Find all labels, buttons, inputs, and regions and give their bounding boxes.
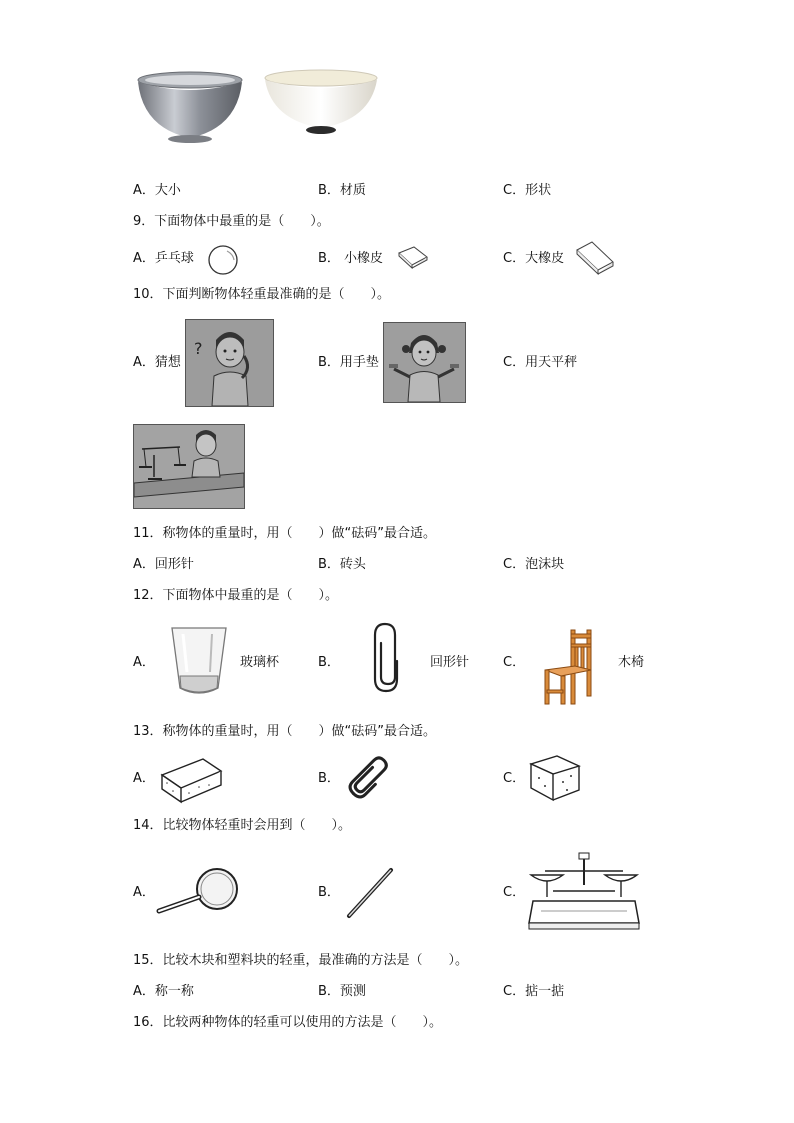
q15-option-a[interactable]: A．称一称 bbox=[133, 984, 194, 999]
foam-block-icon bbox=[527, 752, 583, 804]
paper-clip-icon bbox=[371, 621, 401, 697]
question-15-stem: 15．比较木块和塑料块的轻重，最准确的方法是（ ）。 bbox=[133, 953, 469, 968]
q8-option-b[interactable]: B．材质 bbox=[318, 183, 366, 198]
paper-clip-icon bbox=[344, 752, 394, 804]
large-eraser-icon bbox=[574, 240, 616, 276]
svg-text:?: ? bbox=[194, 339, 203, 358]
question-16-stem: 16．比较两种物体的轻重可以使用的方法是（ ）。 bbox=[133, 1015, 443, 1030]
boy-guessing-icon bbox=[185, 319, 274, 407]
q15-option-b[interactable]: B．预测 bbox=[318, 984, 366, 999]
q10-option-a[interactable]: A．猜想 bbox=[133, 355, 181, 370]
ceramic-bowl-icon bbox=[262, 68, 380, 138]
q12-option-a[interactable]: A． bbox=[133, 655, 155, 670]
q10-option-c[interactable]: C．用天平秤 bbox=[503, 355, 578, 370]
question-10-stem: 10．下面判断物体轻重最准确的是（ ）。 bbox=[133, 287, 391, 302]
balance-scale-icon bbox=[525, 851, 643, 931]
q10-option-b[interactable]: B．用手垫 bbox=[318, 355, 379, 370]
brick-icon bbox=[159, 755, 224, 805]
question-13-stem: 13．称物体的重量时，用（ ）做“砝码”最合适。 bbox=[133, 724, 437, 739]
q12-option-c[interactable]: C． bbox=[503, 655, 526, 670]
q15-option-c[interactable]: C．掂一掂 bbox=[503, 984, 565, 999]
q8-option-c[interactable]: C．形状 bbox=[503, 183, 552, 198]
steel-bowl-icon bbox=[135, 70, 245, 145]
magnifying-glass-icon bbox=[155, 867, 245, 915]
q12-option-b[interactable]: B． bbox=[318, 655, 340, 670]
q11-option-b[interactable]: B．砖头 bbox=[318, 557, 366, 572]
q14-option-a[interactable]: A． bbox=[133, 885, 155, 900]
q13-option-b[interactable]: B． bbox=[318, 771, 340, 786]
girl-weighing-by-hand-icon bbox=[383, 322, 466, 403]
question-9-stem: 9．下面物体中最重的是（ ）。 bbox=[133, 214, 330, 229]
q11-option-a[interactable]: A．回形针 bbox=[133, 557, 194, 572]
q9-option-a[interactable]: A．乒乓球 bbox=[133, 251, 194, 266]
glass-cup-icon bbox=[170, 626, 228, 700]
q12-wooden-chair-label: 木椅 bbox=[618, 655, 645, 670]
question-14-stem: 14．比较物体轻重时会用到（ ）。 bbox=[133, 818, 352, 833]
q13-option-c[interactable]: C． bbox=[503, 771, 526, 786]
q12-glass-cup-label: 玻璃杯 bbox=[240, 655, 280, 670]
q11-option-c[interactable]: C．泡沫块 bbox=[503, 557, 565, 572]
question-11-stem: 11．称物体的重量时，用（ ）做“砝码”最合适。 bbox=[133, 526, 437, 541]
question-12-stem: 12．下面物体中最重的是（ ）。 bbox=[133, 588, 339, 603]
q9-option-c[interactable]: C．大橡皮 bbox=[503, 251, 565, 266]
q14-option-c[interactable]: C． bbox=[503, 885, 526, 900]
ping-pong-ball-icon bbox=[207, 244, 239, 276]
wooden-chair-icon bbox=[541, 628, 595, 706]
pencil-icon bbox=[344, 867, 396, 921]
q8-option-a[interactable]: A．大小 bbox=[133, 183, 181, 198]
q13-option-a[interactable]: A． bbox=[133, 771, 155, 786]
small-eraser-icon bbox=[396, 245, 430, 269]
q12-paper-clip-label: 回形针 bbox=[430, 655, 470, 670]
q9-option-b[interactable]: B． 小橡皮 bbox=[318, 251, 384, 266]
girl-with-balance-icon bbox=[133, 424, 245, 509]
q14-option-b[interactable]: B． bbox=[318, 885, 340, 900]
